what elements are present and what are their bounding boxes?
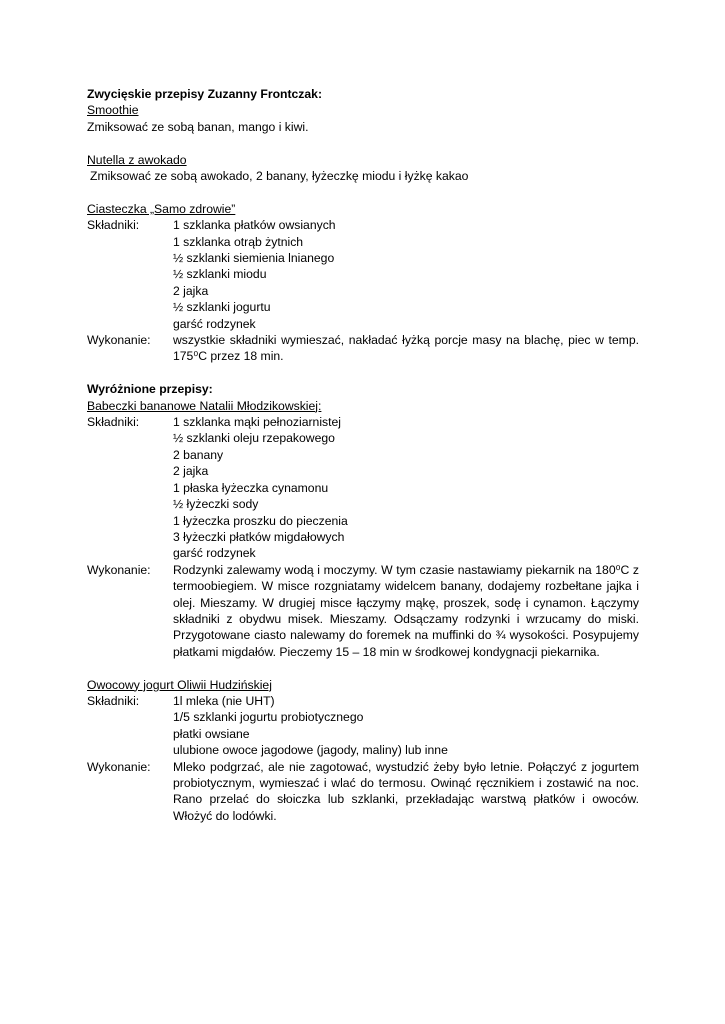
method-text: wszystkie składniki wymieszać, nakładać łyżką porcje masy na blachę, piec w temp. 175⁰C przez 18 min. — [173, 333, 639, 364]
recipe-title-jogurt: Owocowy jogurt Oliwii Hudzińskiej — [87, 677, 272, 692]
ingredient-item: 1 płaska łyżeczka cynamonu — [173, 480, 329, 495]
spacer — [87, 135, 639, 151]
ingredients-block-jogurt — [87, 693, 639, 759]
ingredient-item: ½ szklanki jogurtu — [173, 300, 271, 315]
ingredient-item: 1 łyżeczka proszku do pieczenia — [173, 513, 348, 528]
ingredients-label: Składniki: — [87, 415, 140, 430]
method-text: Rodzynki zalewamy wodą i moczymy. W tym czasie nastawiamy piekarnik na 180⁰C z termoobiegiem. W misce rozgniatamy widelcem banany, dodajemy rozbełtane jajka i olej. Mieszamy. W drugiej misce łączymy mąkę, proszek, sodę i cynamon. Łączymy składniki z obydwu misek. Mieszamy. Odsączamy rodzynki i wrzucamy do miski. Przygotowane ciasto nalewamy do foremek na muffinki do ¾ wysokości. Posypujemy płatkami migdałów. Pieczemy 15 – 18 min w środkowej kondygnacji piekarnika. — [173, 562, 639, 659]
recipe-text-smoothie: Zmiksować ze sobą banan, mango i kiwi. — [87, 119, 309, 134]
ingredients-list — [173, 217, 639, 332]
ingredient-item: płatki owsiane — [173, 726, 250, 741]
ingredients-block-ciasteczka — [87, 217, 639, 332]
ingredient-item: ½ szklanki siemienia lnianego — [173, 251, 335, 266]
ingredient-item: 2 jajka — [173, 283, 209, 298]
document-page — [87, 86, 639, 824]
ingredient-item: 2 jajka — [173, 464, 209, 479]
ingredient-item: garść rodzynek — [173, 546, 256, 561]
method-block-jogurt — [87, 759, 639, 825]
ingredient-item: ½ łyżeczki sody — [173, 497, 259, 512]
method-label: Wykonanie: — [87, 333, 151, 348]
spacer — [87, 184, 639, 200]
spacer — [87, 660, 639, 676]
ingredients-list — [173, 414, 639, 562]
spacer — [87, 365, 639, 381]
ingredient-item: ½ szklanki miodu — [173, 267, 267, 282]
recipe-title-smoothie: Smoothie — [87, 103, 139, 118]
method-label: Wykonanie: — [87, 562, 151, 577]
recipe-title-babeczki: Babeczki bananowe Natalii Młodzikowskiej: — [87, 398, 322, 413]
method-label: Wykonanie: — [87, 759, 151, 774]
heading-winners: Zwycięskie przepisy Zuzanny Frontczak: — [87, 87, 323, 101]
ingredients-label: Składniki: — [87, 218, 140, 233]
ingredient-item: 1 szklanka mąki pełnoziarnistej — [173, 415, 341, 430]
ingredient-item: 1 szklanka płatków owsianych — [173, 218, 336, 233]
ingredient-item: 1/5 szklanki jogurtu probiotycznego — [173, 710, 364, 725]
ingredients-list — [173, 693, 639, 759]
ingredient-item: 3 łyżeczki płatków migdałowych — [173, 529, 345, 544]
ingredient-item: 2 banany — [173, 447, 224, 462]
method-block-babeczki — [87, 562, 639, 660]
heading-honorable: Wyróżnione przepisy: — [87, 382, 213, 397]
ingredient-item: 1l mleka (nie UHT) — [173, 693, 275, 708]
ingredient-item: garść rodzynek — [173, 316, 256, 331]
ingredient-item: ½ szklanki oleju rzepakowego — [173, 431, 335, 446]
ingredient-item: ulubione owoce jagodowe (jagody, maliny) lub inne — [173, 743, 448, 758]
recipe-title-nutella: Nutella z awokado — [87, 152, 187, 167]
recipe-title-ciasteczka: Ciasteczka „Samo zdrowie” — [87, 201, 236, 216]
ingredients-label: Składniki: — [87, 693, 140, 708]
method-block-ciasteczka — [87, 332, 639, 365]
recipe-text-nutella: Zmiksować ze sobą awokado, 2 banany, łyżeczkę miodu i łyżkę kakao — [90, 169, 469, 184]
method-text: Mleko podgrzać, ale nie zagotować, wystudzić żeby było letnie. Połączyć z jogurtem probiotycznym, wymieszać i wlać do termosu. Owinąć ręcznikiem i zostawić na noc. Rano przelać do słoiczka lub szklanki, przekładając warstwą płatków i owoców. Włożyć do lodówki. — [173, 759, 639, 823]
ingredient-item: 1 szklanka otrąb żytnich — [173, 234, 304, 249]
ingredients-block-babeczki — [87, 414, 639, 562]
